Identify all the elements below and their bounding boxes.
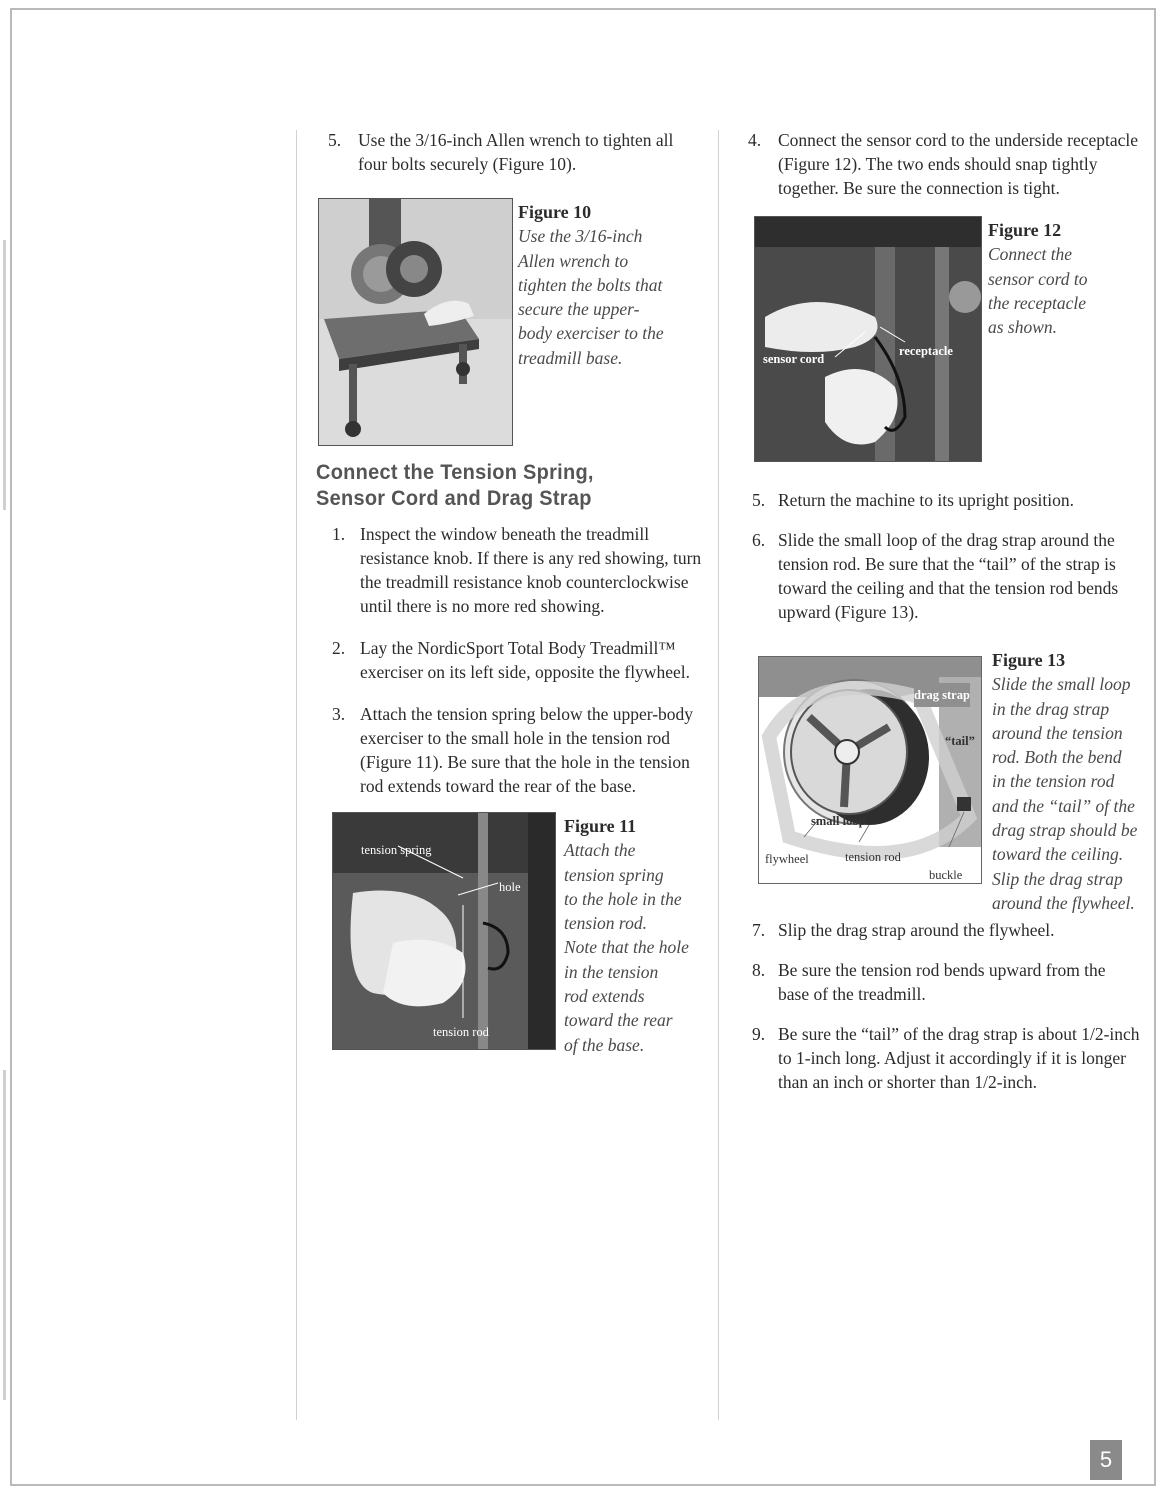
- caption-line: around the flywheel.: [992, 892, 1135, 913]
- left-column: [316, 128, 704, 1062]
- step-3: 3. Attach the tension spring below the upper-body exerciser to the small hole in the tension rod (Figure 11). Be sure that the hole in the tension rod extends toward the rear of the base.: [332, 704, 694, 796]
- label-tension-rod: tension rod: [845, 850, 901, 864]
- caption-line: Attach the: [564, 840, 636, 861]
- right-column: [740, 128, 1140, 1094]
- caption-line: toward the ceiling.: [992, 844, 1124, 865]
- column-rule-right: [718, 130, 719, 1420]
- figure-13-illustration: [758, 656, 982, 884]
- caption-line: tension rod.: [564, 913, 647, 934]
- caption-line: drag strap should be: [992, 820, 1138, 841]
- margin-bar: [3, 1070, 6, 1400]
- step-9: 9. Be sure the “tail” of the drag strap is about 1/2-inch to 1-inch long. Adjust it accordingly if it is longer than an inch or shorter than 1/2-inch.: [752, 1024, 1140, 1092]
- figure-13: [740, 648, 1140, 918]
- caption-line: around the tension: [992, 722, 1123, 743]
- margin-bar: [3, 240, 6, 510]
- caption-line: secure the upper-: [518, 299, 640, 320]
- caption-line: the receptacle: [988, 292, 1086, 313]
- figure-12: [740, 216, 1140, 466]
- figure-10: [316, 198, 704, 448]
- step-text: Lay the NordicSport Total Body Treadmill™ exerciser on its left side, opposite the flywheel.: [360, 638, 690, 682]
- step-text: Return the machine to its upright position.: [778, 490, 1075, 510]
- caption-line: in the drag strap: [992, 698, 1110, 719]
- caption-line: of the base.: [564, 1034, 645, 1055]
- caption-line: Use the 3/16-inch: [518, 226, 643, 247]
- step-text: Inspect the window beneath the treadmill resistance knob. If there is any red showing, turn the treadmill resistance knob counterclockwise until there is no more red showing.: [360, 524, 702, 616]
- figure-11-caption: [564, 814, 714, 1057]
- section-heading: Connect the Tension Spring, Sensor Cord and Drag Strap: [316, 461, 594, 510]
- figure-title: Figure 13: [992, 650, 1066, 670]
- step-6: 6. Slide the small loop of the drag strap around the tension rod. Be sure that the “tail” of the strap is toward the ceiling and that the tension rod bends upward (Figure 13).: [752, 530, 1119, 622]
- caption-line: as shown.: [988, 317, 1058, 338]
- caption-line: Slide the small loop: [992, 674, 1131, 695]
- figure-10-photo: [318, 198, 513, 446]
- caption-line: toward the rear: [564, 1010, 673, 1031]
- label-drag-strap: drag strap: [914, 683, 970, 707]
- label-buckle: buckle: [929, 868, 963, 882]
- step-text: Be sure the “tail” of the drag strap is about 1/2-inch to 1-inch long. Adjust it accordingly if it is longer than an inch or shorter than 1/2-inch.: [778, 1024, 1140, 1092]
- step-text: Connect the sensor cord to the underside receptacle (Figure 12). The two ends should snap tightly together. Be sure the connection is tight.: [778, 130, 1139, 198]
- step-2: 2. Lay the NordicSport Total Body Treadmill™ exerciser on its left side, opposite the flywheel.: [332, 638, 690, 682]
- caption-line: to the hole in the: [564, 888, 682, 909]
- caption-line: tighten the bolts that: [518, 274, 663, 295]
- caption-line: sensor cord to: [988, 268, 1088, 289]
- label-small-loop: small loop: [811, 814, 866, 828]
- step-text: Attach the tension spring below the upper-body exerciser to the small hole in the tension rod (Figure 11). Be sure that the hole in the tension rod extends toward the rear of the base.: [360, 704, 694, 796]
- caption-line: Slip the drag strap: [992, 868, 1123, 889]
- step-4: 4. Connect the sensor cord to the underside receptacle (Figure 12). The two ends should snap tightly together. Be sure the connection is tight.: [748, 130, 1139, 198]
- caption-line: body exerciser to the: [518, 323, 664, 344]
- figure-11-photo: [332, 812, 556, 1050]
- step-text: Use the 3/16-inch Allen wrench to tighten all four bolts securely (Figure 10).: [358, 130, 674, 174]
- caption-line: and the “tail” of the: [992, 795, 1135, 816]
- figure-title: Figure 12: [988, 220, 1062, 240]
- column-rule-left: [296, 130, 297, 1420]
- caption-line: Note that the hole: [564, 937, 689, 958]
- step-1: 1. Inspect the window beneath the treadmill resistance knob. If there is any red showing, turn the treadmill resistance knob counterclockwise until there is no more red showing.: [332, 524, 702, 616]
- figure-title: Figure 10: [518, 202, 592, 222]
- figure-12-caption: [988, 218, 1138, 339]
- step-8: 8. Be sure the tension rod bends upward from the base of the treadmill.: [752, 960, 1106, 1004]
- label-flywheel: flywheel: [765, 852, 809, 866]
- label-hole: hole: [499, 880, 521, 894]
- figure-13-caption: [992, 648, 1152, 915]
- figure-11: [316, 812, 704, 1062]
- label-tension-rod: tension rod: [433, 1025, 489, 1039]
- caption-line: Connect the: [988, 244, 1073, 265]
- page-number: 5: [1090, 1440, 1122, 1480]
- caption-line: rod. Both the bend: [992, 747, 1122, 768]
- label-tail: “tail”: [945, 734, 975, 748]
- label-receptacle: receptacle: [899, 344, 953, 358]
- caption-line: treadmill base.: [518, 347, 623, 368]
- step-5-left: 5. Use the 3/16-inch Allen wrench to tighten all four bolts securely (Figure 10).: [328, 130, 674, 174]
- step-7: 7. Slip the drag strap around the flywheel.: [752, 920, 1055, 940]
- label-sensor-cord: sensor cord: [763, 352, 825, 366]
- caption-line: in the tension rod: [992, 771, 1115, 792]
- step-text: Slip the drag strap around the flywheel.: [778, 920, 1055, 940]
- caption-line: in the tension: [564, 961, 659, 982]
- caption-line: Allen wrench to: [518, 250, 629, 271]
- step-5-right: 5. Return the machine to its upright position.: [752, 490, 1075, 510]
- caption-line: rod extends: [564, 986, 645, 1007]
- figure-10-caption: [518, 200, 708, 370]
- step-text: Slide the small loop of the drag strap around the tension rod. Be sure that the “tail” of the strap is toward the ceiling and that the tension rod bends upward (Figure 13).: [778, 530, 1119, 622]
- figure-12-photo: [754, 216, 982, 462]
- caption-line: tension spring: [564, 864, 664, 885]
- figure-title: Figure 11: [564, 816, 637, 836]
- step-text: Be sure the tension rod bends upward from the base of the treadmill.: [778, 960, 1106, 1004]
- label-tension-spring: tension spring: [361, 843, 432, 857]
